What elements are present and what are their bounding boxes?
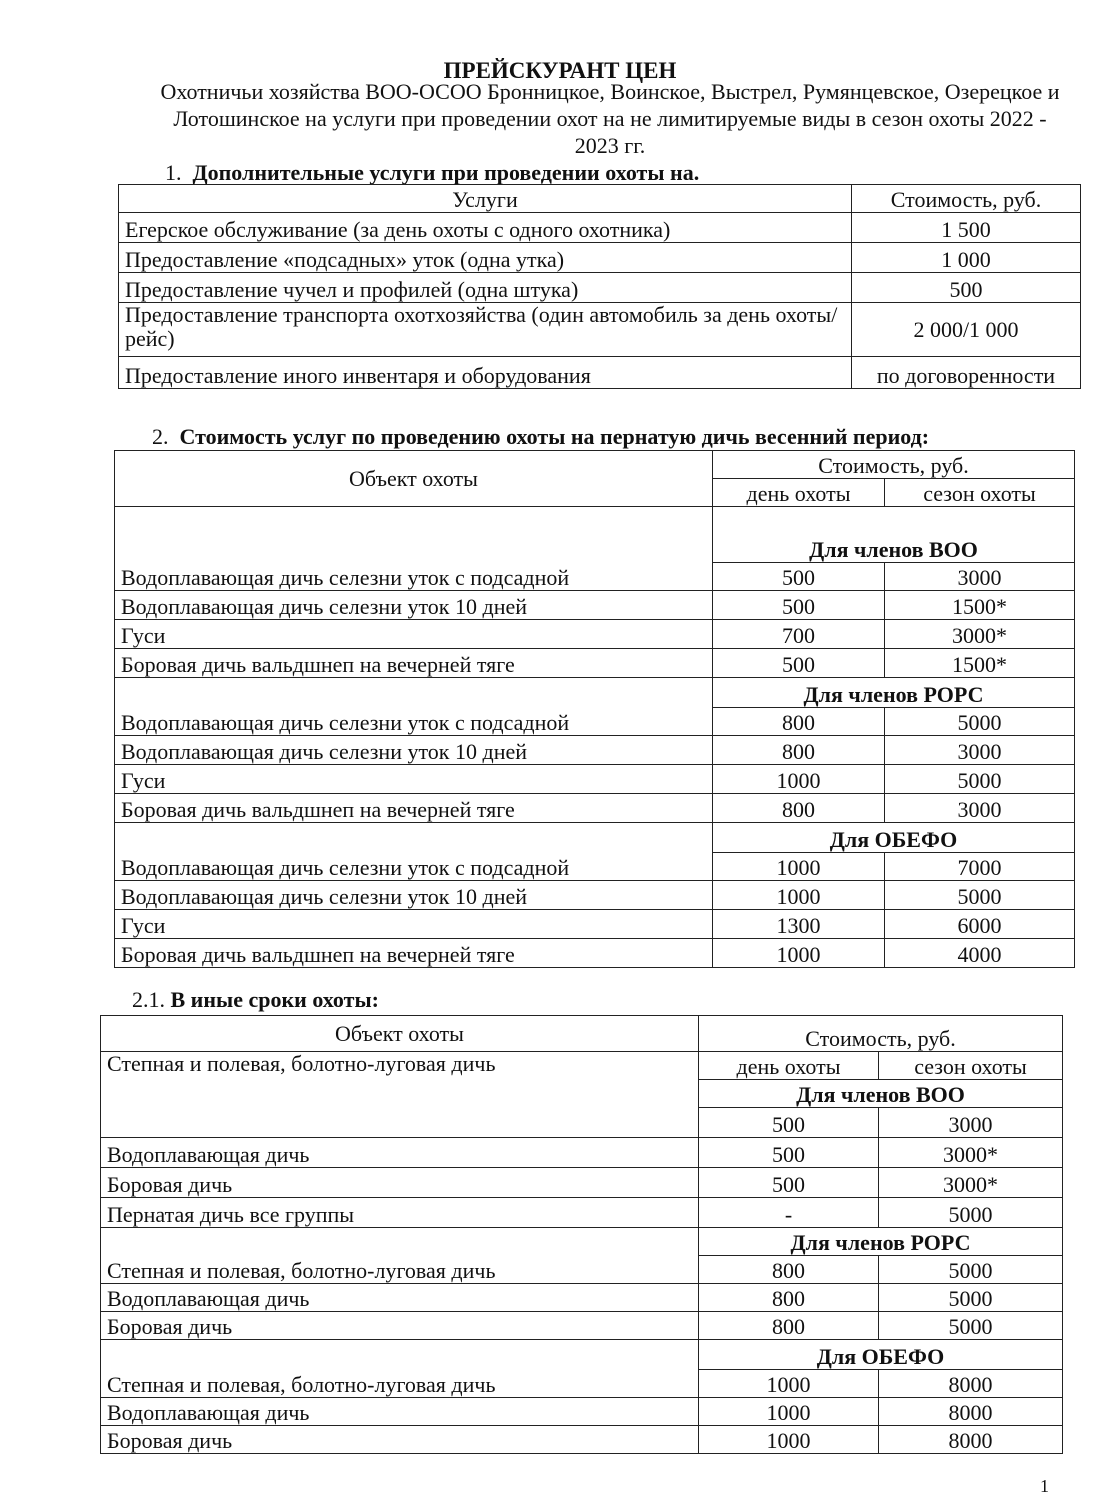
service-price: 1 500 <box>852 213 1081 243</box>
hunt-object-name: Степная и полевая, болотно-луговая дичь <box>101 1228 699 1284</box>
day-price: 500 <box>699 1108 879 1138</box>
service-name: Предоставление иного инвентаря и оборудования <box>119 357 852 389</box>
season-price: 3000 <box>885 736 1075 765</box>
hunt-object-name: Боровая дичь вальдшнеп на вечерней тяге <box>115 794 713 823</box>
object-col-header: Объект охоты <box>115 451 713 507</box>
hunt-object-name: Водоплавающая дичь <box>101 1284 699 1312</box>
day-price: 500 <box>713 563 885 591</box>
day-price: 800 <box>699 1284 879 1312</box>
hunt-object-name: Водоплавающая дичь селезни уток 10 дней <box>115 736 713 765</box>
day-price: 1000 <box>713 853 885 881</box>
price-col-header: Стоимость, руб. <box>699 1016 1063 1052</box>
page-number: 1 <box>1040 1476 1049 1496</box>
services-table <box>118 184 1081 389</box>
season-price: 3000* <box>879 1168 1063 1198</box>
section-21-title: В иные сроки охоты: <box>170 987 379 1012</box>
season-price: 5000 <box>879 1256 1063 1284</box>
hunt-object-name: Водоплавающая дичь <box>101 1138 699 1168</box>
day-price: - <box>699 1198 879 1228</box>
day-price: 1000 <box>713 881 885 910</box>
day-price: 500 <box>713 649 885 678</box>
season-price: 8000 <box>879 1370 1063 1398</box>
service-price: 1 000 <box>852 243 1081 273</box>
season-price: 5000 <box>879 1312 1063 1340</box>
season-price: 4000 <box>885 939 1075 968</box>
service-name: Предоставление чучел и профилей (одна штука) <box>119 273 852 303</box>
hunt-object-name: Гуси <box>115 620 713 649</box>
day-price: 1000 <box>713 765 885 794</box>
group-label-rors: Для членов РОРС <box>713 678 1075 708</box>
day-price: 800 <box>699 1312 879 1340</box>
section-1-number: 1. <box>165 160 182 185</box>
season-price: 3000 <box>885 563 1075 591</box>
season-col-header: сезон охоты <box>885 479 1075 507</box>
season-price: 5000 <box>879 1198 1063 1228</box>
season-price: 8000 <box>879 1398 1063 1426</box>
group-label-obefo: Для ОБЕФО <box>699 1340 1063 1370</box>
day-price: 700 <box>713 620 885 649</box>
hunt-object-name: Водоплавающая дичь селезни уток с подсадной <box>115 507 713 591</box>
day-price: 500 <box>699 1168 879 1198</box>
section-1-heading <box>165 160 699 186</box>
spring-prices-table <box>114 450 1075 968</box>
season-price: 6000 <box>885 910 1075 939</box>
hunt-object-name: Водоплавающая дичь <box>101 1398 699 1426</box>
document-subtitle: Охотничьи хозяйства ВОО-ОСОО Бронницкое, Воинское, Выстрел, Румянцевское, Озерецкое и Лотошинское на услуги при проведении охот на не лимитируемые виды в сезон охоты 2022 - 2023 гг. <box>160 79 1060 158</box>
day-price: 1000 <box>699 1426 879 1454</box>
service-price: 2 000/1 000 <box>852 303 1081 357</box>
group-label-rors: Для членов РОРС <box>699 1228 1063 1256</box>
hunt-object-name: Водоплавающая дичь селезни уток 10 дней <box>115 881 713 910</box>
section-2-number: 2. <box>152 424 169 449</box>
group-label-obefo: Для ОБЕФО <box>713 823 1075 853</box>
section-2-title: Стоимость услуг по проведению охоты на пернатую дичь весенний период: <box>179 424 930 449</box>
day-price: 1300 <box>713 910 885 939</box>
hunt-object-name: Гуси <box>115 910 713 939</box>
season-price: 1500* <box>885 591 1075 620</box>
hunt-object-name: Боровая дичь <box>101 1426 699 1454</box>
hunt-object-name: Гуси <box>115 765 713 794</box>
day-col-header: день охоты <box>699 1052 879 1080</box>
day-price: 800 <box>699 1256 879 1284</box>
hunt-object-name: Боровая дичь <box>101 1312 699 1340</box>
service-price: 500 <box>852 273 1081 303</box>
season-price: 8000 <box>879 1426 1063 1454</box>
section-21-number: 2.1. <box>132 987 165 1012</box>
hunt-object-name: Водоплавающая дичь селезни уток с подсадной <box>115 678 713 736</box>
season-price: 5000 <box>885 881 1075 910</box>
service-name: Егерское обслуживание (за день охоты с одного охотника) <box>119 213 852 243</box>
section-1-title: Дополнительные услуги при проведении охоты на. <box>192 160 700 185</box>
section-21-heading <box>132 987 379 1013</box>
hunt-object-name: Степная и полевая, болотно-луговая дичь <box>101 1052 699 1138</box>
document-title: ПРЕЙСКУРАНТ ЦЕН <box>443 58 677 83</box>
season-price: 5000 <box>879 1284 1063 1312</box>
service-name: Предоставление «подсадных» уток (одна утка) <box>119 243 852 273</box>
services-col-header: Услуги <box>119 185 852 213</box>
season-price: 7000 <box>885 853 1075 881</box>
season-price: 1500* <box>885 649 1075 678</box>
season-col-header: сезон охоты <box>879 1052 1063 1080</box>
hunt-object-name: Боровая дичь вальдшнеп на вечерней тяге <box>115 649 713 678</box>
day-col-header: день охоты <box>713 479 885 507</box>
service-price: по договоренности <box>852 357 1081 389</box>
group-label-voo: Для членов ВОО <box>713 507 1075 563</box>
group-label-voo: Для членов ВОО <box>699 1080 1063 1108</box>
service-name: Предоставление транспорта охотхозяйства (один автомобиль за день охоты/рейс) <box>119 303 852 357</box>
day-price: 1000 <box>699 1370 879 1398</box>
other-terms-table <box>100 1015 1063 1454</box>
day-price: 800 <box>713 736 885 765</box>
day-price: 1000 <box>699 1398 879 1426</box>
season-price: 5000 <box>885 765 1075 794</box>
section-2-heading <box>152 424 929 450</box>
day-price: 1000 <box>713 939 885 968</box>
day-price: 800 <box>713 708 885 736</box>
day-price: 800 <box>713 794 885 823</box>
day-price: 500 <box>713 591 885 620</box>
object-col-header: Объект охоты <box>101 1016 699 1052</box>
hunt-object-name: Водоплавающая дичь селезни уток 10 дней <box>115 591 713 620</box>
season-price: 3000 <box>885 794 1075 823</box>
price-col-header: Стоимость, руб. <box>852 185 1081 213</box>
hunt-object-name: Боровая дичь вальдшнеп на вечерней тяге <box>115 939 713 968</box>
hunt-object-name: Боровая дичь <box>101 1168 699 1198</box>
season-price: 3000 <box>879 1108 1063 1138</box>
hunt-object-name: Степная и полевая, болотно-луговая дичь <box>101 1340 699 1398</box>
hunt-object-name: Водоплавающая дичь селезни уток с подсадной <box>115 823 713 881</box>
price-col-header: Стоимость, руб. <box>713 451 1075 479</box>
season-price: 5000 <box>885 708 1075 736</box>
hunt-object-name: Пернатая дичь все группы <box>101 1198 699 1228</box>
day-price: 500 <box>699 1138 879 1168</box>
season-price: 3000* <box>885 620 1075 649</box>
season-price: 3000* <box>879 1138 1063 1168</box>
